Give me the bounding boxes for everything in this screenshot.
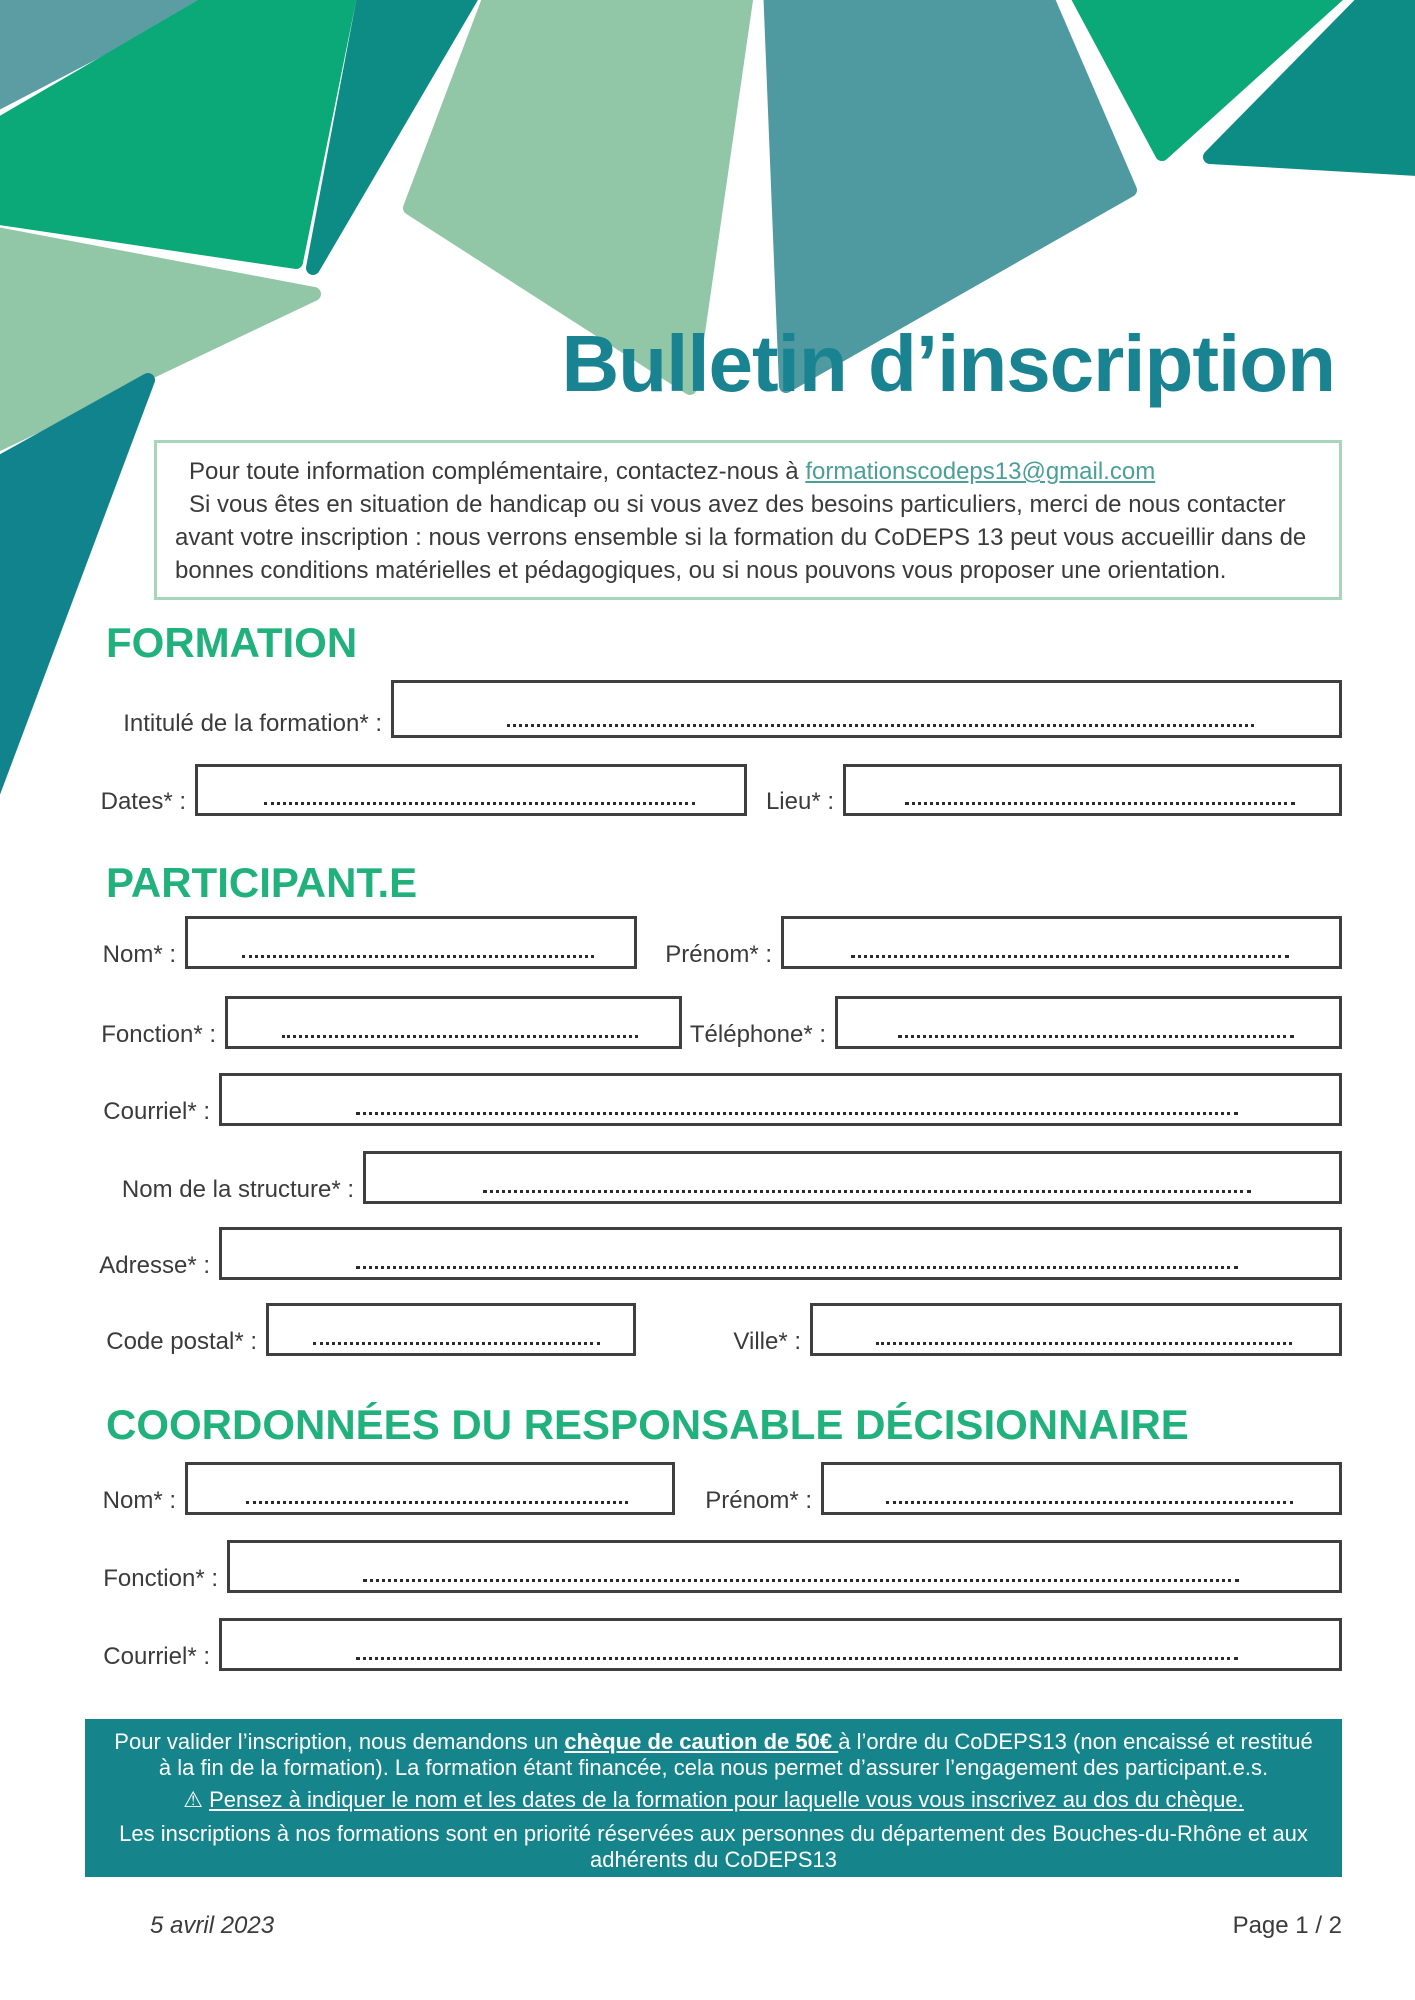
participant-telephone-field[interactable]: [835, 996, 1342, 1049]
dotted-line: [507, 724, 1254, 727]
email-link[interactable]: formationscodeps13@gmail.com: [805, 458, 1156, 485]
responsable-fonction-field[interactable]: [227, 1540, 1342, 1593]
participant-prenom-label: Prénom* :: [665, 941, 772, 968]
notice-text-before: Pour valider l’inscription, nous demandons un: [114, 1729, 565, 1754]
notice-warning-text: Pensez à indiquer le nom et les dates de la formation pour laquelle vous vous inscrivez au dos du chèque.: [209, 1787, 1244, 1812]
footer-date: 5 avril 2023: [150, 1912, 275, 1939]
intitule-label: Intitulé de la formation* :: [123, 710, 382, 737]
section-heading-responsable: COORDONNÉES DU RESPONSABLE DÉCISIONNAIRE: [106, 1401, 1189, 1448]
participant-nom-label: Nom* :: [102, 941, 176, 968]
participant-adresse-field[interactable]: [219, 1227, 1342, 1280]
dotted-line: [356, 1657, 1238, 1660]
responsable-fonction-label: Fonction* :: [103, 1565, 218, 1592]
notice-text-after: à l’ordre du CoDEPS13 (non encaissé et restitué à la fin de la formation). La formation étant financée, cela nous permet d’assurer l’engagement des participant.e.s.: [158, 1729, 1313, 1780]
responsable-nom-field[interactable]: [185, 1462, 675, 1515]
dotted-line: [886, 1501, 1293, 1504]
participant-nom-field[interactable]: [185, 916, 637, 969]
section-heading-participant: PARTICIPANT.E: [106, 859, 418, 906]
dotted-line: [313, 1342, 601, 1345]
notice-priority-text: Les inscriptions à nos formations sont en priorité réservées aux personnes du département des Bouches-du-Rhône et aux adhérents du CoDEPS13: [119, 1821, 1308, 1872]
participant-prenom-field[interactable]: [781, 916, 1342, 969]
dotted-line: [876, 1342, 1292, 1345]
dotted-line: [363, 1579, 1239, 1582]
deposit-notice-banner: [85, 1719, 1342, 1877]
info-accessibility-text: Si vous êtes en situation de handicap ou si vous avez des besoins particuliers, merci de nous contacter avant votre inscription : nous verrons ensemble si la formation du CoDEPS 13 peut vous accueillir dans de bonnes conditions matérielles et pédagogiques, ou si nous pouvons vous proposer une orientation.: [175, 491, 1307, 584]
participant-courriel-field[interactable]: [219, 1073, 1342, 1126]
lieu-field[interactable]: [843, 764, 1342, 816]
info-contact-line: [175, 455, 1321, 488]
participant-ville-label: Ville* :: [733, 1328, 801, 1355]
responsable-courriel-field[interactable]: [219, 1618, 1342, 1671]
participant-structure-field[interactable]: [363, 1151, 1342, 1204]
footer-page-number: Page 1 / 2: [1232, 1912, 1342, 1939]
responsable-nom-label: Nom* :: [102, 1487, 176, 1514]
participant-fonction-label: Fonction* :: [101, 1021, 216, 1048]
dotted-line: [356, 1266, 1238, 1269]
participant-ville-field[interactable]: [810, 1303, 1342, 1356]
participant-code-postal-field[interactable]: [266, 1303, 636, 1356]
dotted-line: [898, 1035, 1294, 1038]
page-title: Bulletin d’inscription: [561, 319, 1335, 408]
dates-label: Dates* :: [100, 788, 186, 815]
responsable-prenom-label: Prénom* :: [705, 1487, 812, 1514]
participant-courriel-label: Courriel* :: [103, 1098, 210, 1125]
participant-telephone-label: Téléphone* :: [689, 1021, 826, 1048]
lieu-label: Lieu* :: [765, 788, 834, 815]
participant-structure-label: Nom de la structure* :: [121, 1176, 354, 1203]
participant-adresse-label: Adresse* :: [99, 1252, 210, 1279]
notice-deposit-amount: chèque de caution de 50€: [564, 1729, 839, 1754]
intitule-field[interactable]: [391, 680, 1342, 738]
warning-icon: ⚠: [183, 1787, 210, 1812]
dotted-line: [356, 1112, 1238, 1115]
info-box: [154, 440, 1342, 600]
notice-warning-line: [111, 1787, 1316, 1813]
section-heading-formation: FORMATION: [106, 619, 358, 666]
dotted-line: [246, 1501, 628, 1504]
responsable-courriel-label: Courriel* :: [103, 1643, 210, 1670]
dotted-line: [483, 1190, 1252, 1193]
dotted-line: [242, 955, 594, 958]
participant-code-postal-label: Code postal* :: [106, 1328, 257, 1355]
dotted-line: [905, 802, 1294, 805]
notice-deposit-text: [111, 1729, 1316, 1781]
dates-field[interactable]: [195, 764, 747, 816]
responsable-prenom-field[interactable]: [821, 1462, 1342, 1515]
info-contact-text: Pour toute information complémentaire, contactez-nous à: [189, 458, 806, 485]
dotted-line: [851, 955, 1289, 958]
dotted-line: [264, 802, 695, 805]
dotted-line: [282, 1035, 638, 1038]
participant-fonction-field[interactable]: [225, 996, 682, 1049]
